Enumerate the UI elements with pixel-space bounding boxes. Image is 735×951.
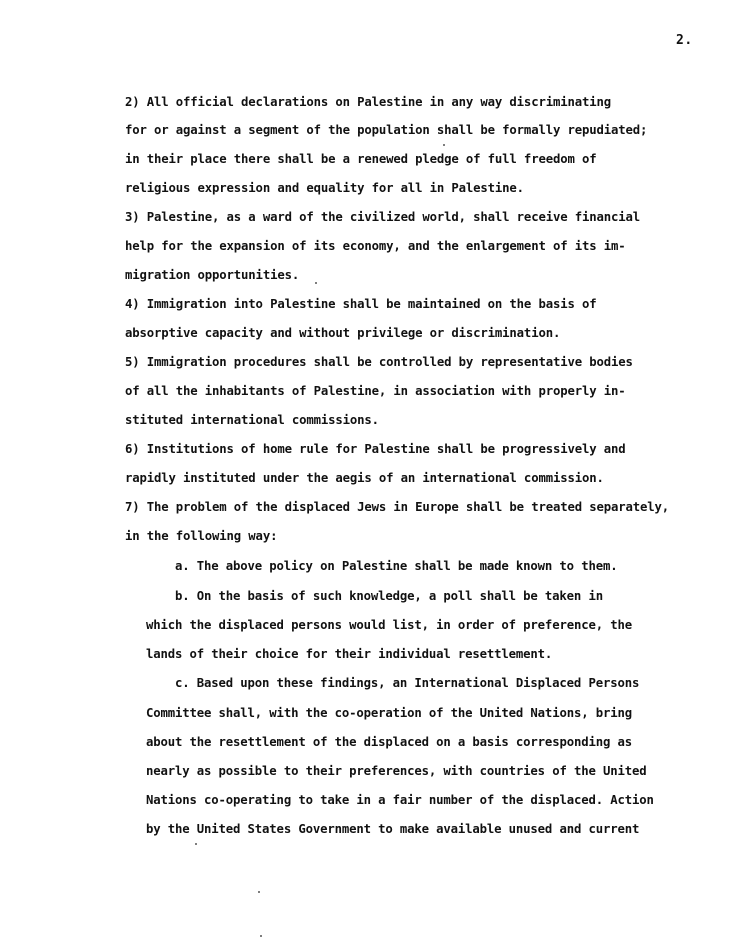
paper-speck xyxy=(260,935,262,937)
text-line: a. The above policy on Palestine shall be made known to them. xyxy=(175,559,618,573)
text-line: lands of their choice for their individual resettlement. xyxy=(146,647,553,661)
text-line: Nations co-operating to take in a fair number of the displaced. Action xyxy=(146,793,654,807)
text-line: 2) All official declarations on Palestine in any way discriminating xyxy=(125,95,611,109)
text-line: Committee shall, with the co-operation of the United Nations, bring xyxy=(146,706,632,720)
text-line: in their place there shall be a renewed pledge of full freedom of xyxy=(125,152,597,166)
text-line: by the United States Government to make available unused and current xyxy=(146,822,640,836)
text-line: 6) Institutions of home rule for Palestine shall be progressively and xyxy=(125,442,626,456)
text-line: nearly as possible to their preferences, with countries of the United xyxy=(146,764,647,778)
text-line: 7) The problem of the displaced Jews in Europe shall be treated separately, xyxy=(125,500,670,514)
text-line: b. On the basis of such knowledge, a poll shall be taken in xyxy=(175,589,603,603)
text-line: religious expression and equality for all in Palestine. xyxy=(125,181,524,195)
text-line: c. Based upon these findings, an International Displaced Persons xyxy=(175,676,640,690)
page-number: 2. xyxy=(676,33,693,48)
text-line: help for the expansion of its economy, and the enlargement of its im- xyxy=(125,239,626,253)
text-line: 5) Immigration procedures shall be controlled by representative bodies xyxy=(125,355,633,369)
text-line: 3) Palestine, as a ward of the civilized world, shall receive financial xyxy=(125,210,640,224)
text-line: for or against a segment of the population shall be formally repudiated; xyxy=(125,123,648,137)
paper-speck xyxy=(315,282,317,284)
text-line: of all the inhabitants of Palestine, in association with properly in- xyxy=(125,384,626,398)
paper-speck xyxy=(258,891,260,893)
text-line: about the resettlement of the displaced on a basis corresponding as xyxy=(146,735,632,749)
paper-speck xyxy=(195,843,197,845)
text-line: absorptive capacity and without privilege or discrimination. xyxy=(125,326,561,340)
text-line: rapidly instituted under the aegis of an international commission. xyxy=(125,471,604,485)
text-line: stituted international commissions. xyxy=(125,413,379,427)
text-line: 4) Immigration into Palestine shall be maintained on the basis of xyxy=(125,297,597,311)
text-line: migration opportunities. xyxy=(125,268,300,282)
text-line: which the displaced persons would list, in order of preference, the xyxy=(146,618,632,632)
paper-speck xyxy=(443,144,445,146)
text-line: in the following way: xyxy=(125,529,278,543)
